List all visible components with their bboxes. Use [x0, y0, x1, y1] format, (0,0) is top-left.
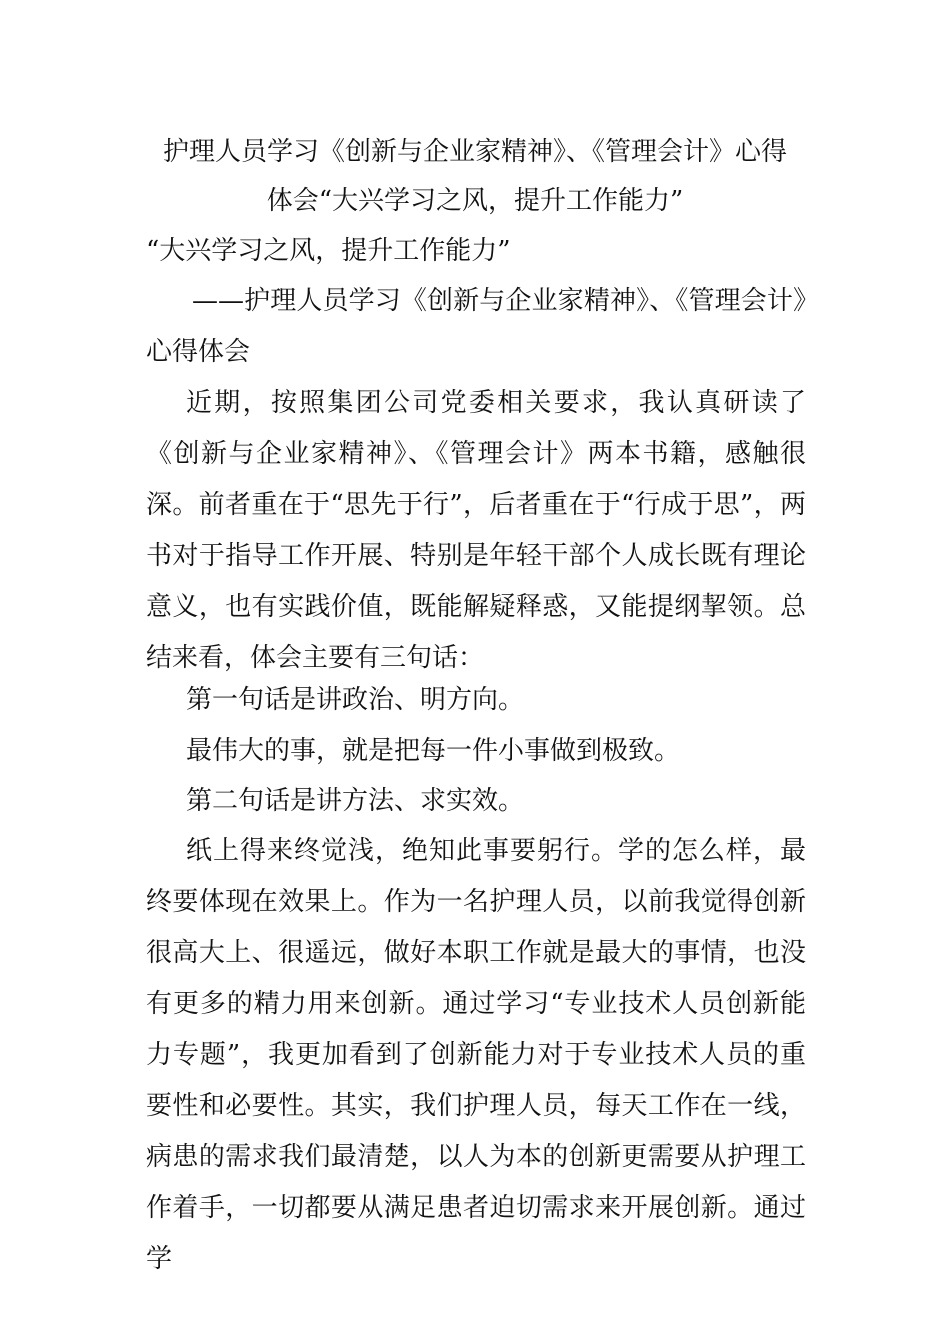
document-title-line-1: 护理人员学习《创新与企业家精神》、《管理会计》心得 [162, 137, 787, 167]
paragraph-text: 纸上得来终觉浅，绝知此事要躬行。学的怎么样，最终要体现在效果上。作为一名护理人员，以前我觉得创新很高大上、很遥远，做好本职工作就是最大的事情，也没有更多的精力用来创新。通过学习“专业技术人员创新能力专题”，我更加看到了创新能力对于专业技术人员的重要性和必要性。其实，我们护理人员，每天工作在一线，病患的需求我们最清楚，以人为本的创新更需要从护理工作着手，一切都要从满足患者迫切需求来开展创新。通过学 [146, 836, 806, 1274]
paragraph-text: 近期，按照集团公司党委相关要求，我认真研读了《创新与企业家精神》、《管理会计》两本书籍，感触很深。前者重在于“思先于行”，后者重在于“行成于思”，两书对于指导工作开展、特别是年轻干部个人成长既有理论意义，也有实践价值，既能解疑释惑，又能提纲挈领。总结来看，体会主要有三句话： [146, 388, 806, 673]
paragraph-text: 最伟大的事，就是把每一件小事做到极致。 [186, 736, 681, 766]
subheading-text: ——护理人员学习《创新与企业家精神》、《管理会计》心得体会 [146, 286, 806, 367]
body-paragraph-1 [146, 378, 806, 684]
paragraph-text: 第一句话是讲政治、明方向。 [186, 685, 525, 715]
body-paragraph-3 [146, 726, 806, 777]
heading-text: “大兴学习之风，提升工作能力” [146, 236, 511, 266]
section-subheading [146, 276, 806, 378]
paragraph-text: 第二句话是讲方法、求实效。 [186, 786, 525, 816]
document-title-line-2: 体会“大兴学习之风，提升工作能力” [266, 186, 684, 216]
body-paragraph-2 [146, 675, 806, 726]
body-paragraph-5 [146, 826, 806, 1285]
body-paragraph-4 [146, 776, 806, 827]
section-heading [146, 226, 806, 277]
